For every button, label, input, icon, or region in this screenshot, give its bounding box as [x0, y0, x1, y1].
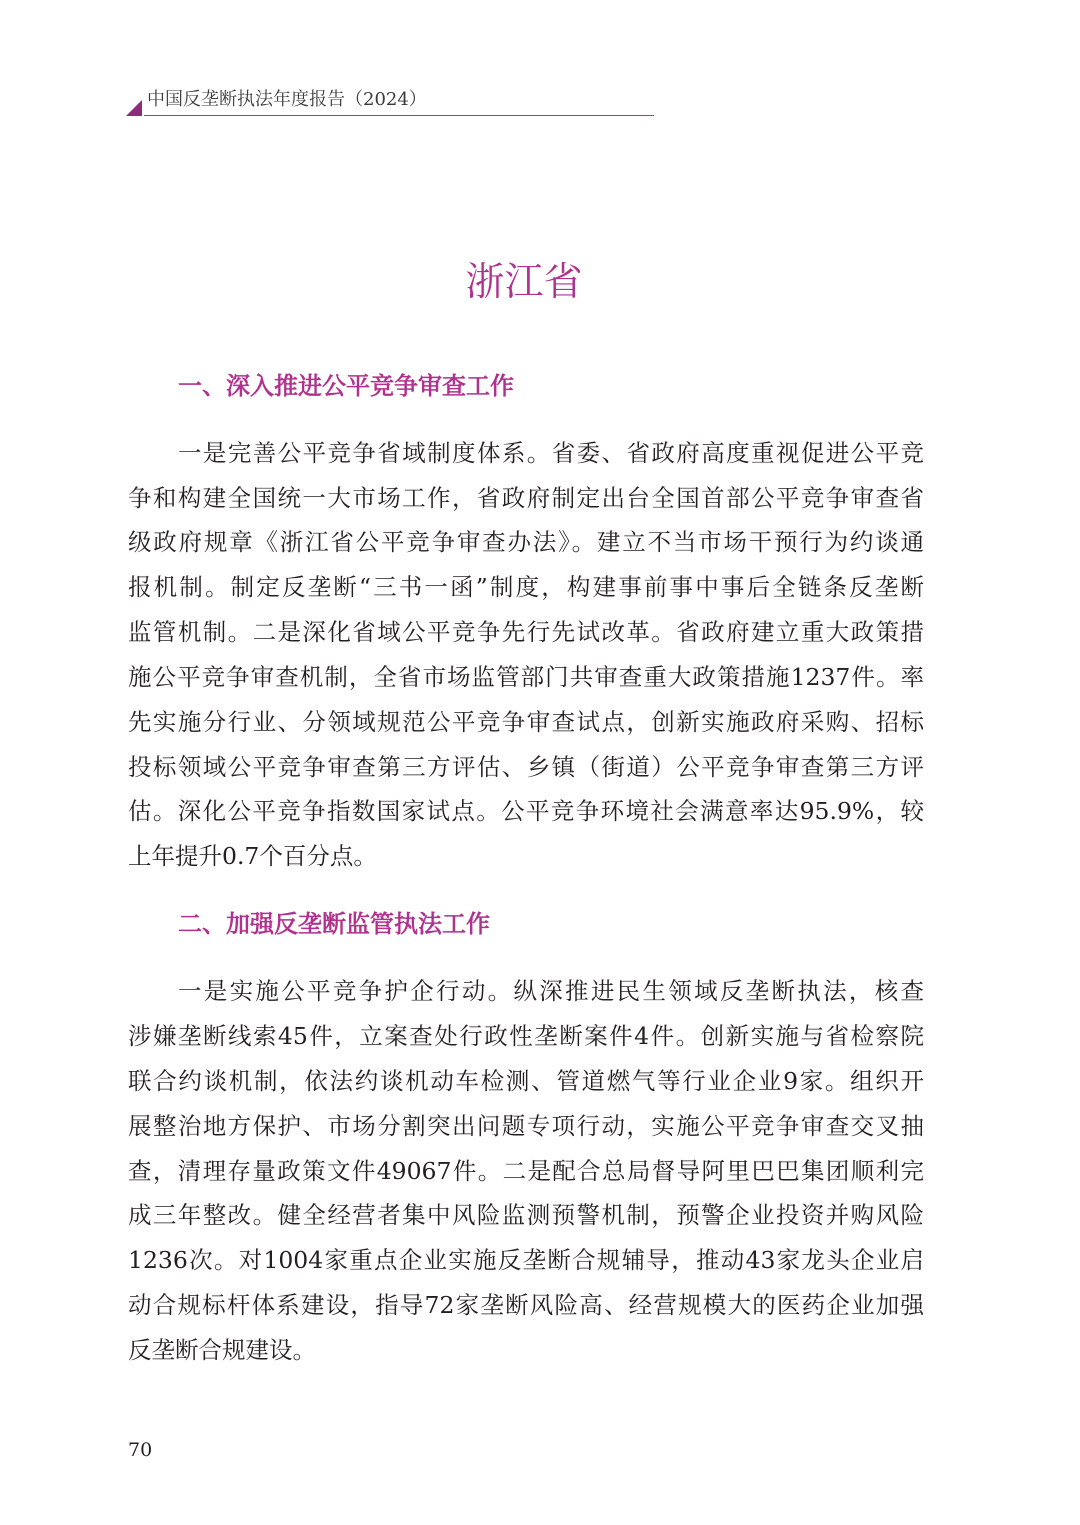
paragraph-line: 上年提升0.7个百分点。 [128, 842, 377, 870]
running-header [126, 86, 654, 116]
paragraph-line: 查，清理存量政策文件49067件。二是配合总局督导阿里巴巴集团顺利完 [128, 1157, 924, 1185]
paragraph-line: 监管机制。二是深化省域公平竞争先行先试改革。省政府建立重大政策措 [128, 618, 924, 646]
page-title: 浙江省 [465, 260, 583, 305]
paragraph-line: 报机制。制定反垄断“三书一函”制度，构建事前事中事后全链条反垄断 [128, 573, 924, 601]
paragraph-line: 估。深化公平竞争指数国家试点。公平竞争环境社会满意率达95.9%，较 [128, 797, 924, 825]
paragraph-line: 涉嫌垄断线索45件，立案查处行政性垄断案件4件。创新实施与省检察院 [128, 1022, 924, 1050]
paragraph-line: 1236次。对1004家重点企业实施反垄断合规辅导，推动43家龙头企业启 [128, 1246, 924, 1274]
paragraph-line: 动合规标杆体系建设，指导72家垄断风险高、经营规模大的医药企业加强 [128, 1291, 924, 1319]
paragraph-line: 级政府规章《浙江省公平竞争审查办法》。建立不当市场干预行为约谈通 [128, 528, 924, 556]
paragraph-line: 展整治地方保护、市场分割突出问题专项行动，实施公平竞争审查交叉抽 [128, 1112, 924, 1140]
page-number: 70 [128, 1439, 153, 1461]
paragraph-line: 争和构建全国统一大市场工作，省政府制定出台全国首部公平竞争审查省 [128, 484, 924, 512]
paragraph-line: 投标领域公平竞争审查第三方评估、乡镇（街道）公平竞争审查第三方评 [128, 753, 924, 781]
paragraph-line: 联合约谈机制，依法约谈机动车检测、管道燃气等行业企业9家。组织开 [128, 1067, 924, 1095]
paragraph-line: 先实施分行业、分领域规范公平竞争审查试点，创新实施政府采购、招标 [128, 708, 924, 736]
header-rule [144, 115, 654, 116]
paragraph-line: 反垄断合规建设。 [128, 1336, 316, 1364]
paragraph-line: 成三年整改。健全经营者集中风险监测预警机制，预警企业投资并购风险 [128, 1201, 924, 1229]
paragraph-line: 一是实施公平竞争护企行动。纵深推进民生领域反垄断执法，核查 [178, 977, 924, 1005]
paragraph-line: 一是完善公平竞争省域制度体系。省委、省政府高度重视促进公平竞 [178, 439, 924, 467]
header-triangle-icon [126, 100, 142, 116]
section-heading: 一、深入推进公平竞争审查工作 [178, 371, 514, 400]
section-heading: 二、加强反垄断监管执法工作 [178, 909, 490, 938]
paragraph-line: 施公平竞争审查机制，全省市场监管部门共审查重大政策措施1237件。率 [128, 663, 924, 691]
header-title: 中国反垄断执法年度报告（2024） [147, 89, 427, 110]
